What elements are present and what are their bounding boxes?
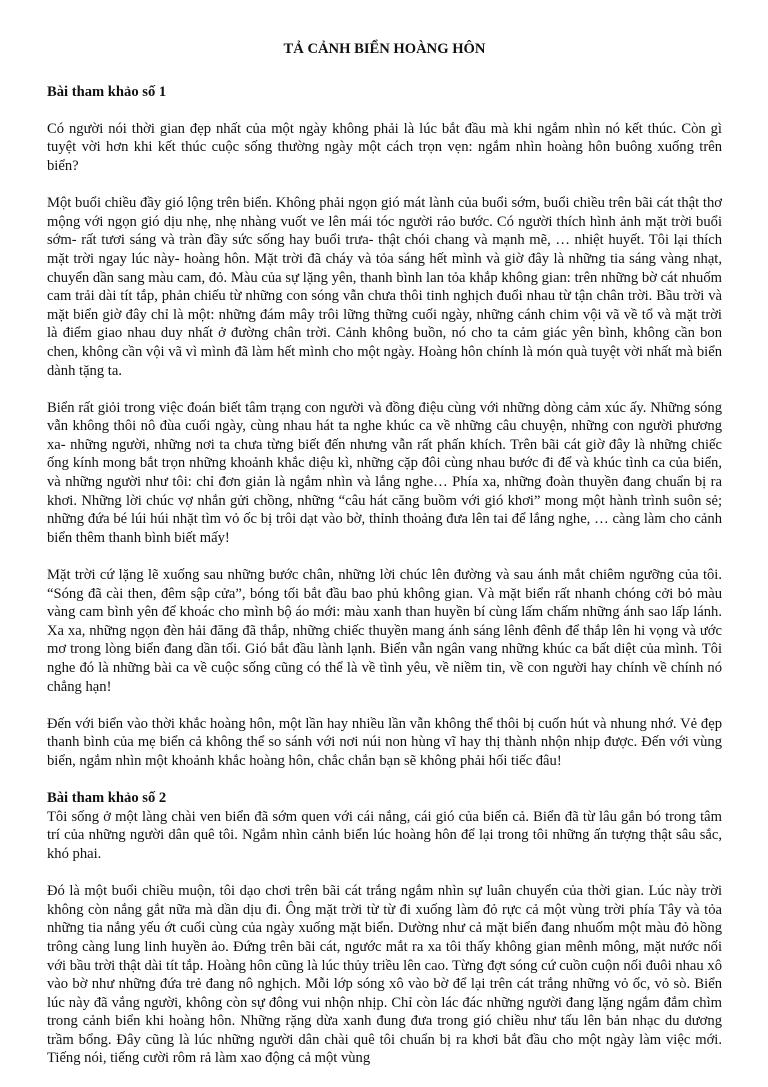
paragraph-2-1: Tôi sống ở một làng chài ven biển đã sớm quen với cái nắng, cái gió của biển cả. Biển đã từ lâu gắn bó trong tâm trí của những người dân quê tôi. Ngắm nhìn cảnh biển lúc hoàng hôn để lại trong tôi những ấn tượng thật sâu sắc, khó phai. [47, 808, 722, 862]
document-title: TẢ CẢNH BIỂN HOÀNG HÔN [283, 41, 486, 57]
paragraph-1-4: Mặt trời cứ lặng lẽ xuống sau những bước chân, những lời chúc lên đường và sau ánh mắt chiêm ngưỡng của tôi. “Sóng đã cài then, đêm sập cửa”, bóng tối bắt đầu bao phủ không gian. Và mặt biển rất nhanh chóng cởi bỏ màu vàng cam bình yên để khoác cho mình bộ áo mới: màu xanh than huyền bí cùng lấm chấm những ánh sao lấp lánh. Xa xa, những ngọn đèn hải đăng đã thắp, những chiếc thuyền mang ánh sáng lênh đênh để thắp lên hi vọng và ước mơ trong lòng biển đang dần tối. Gió bắt đầu lành lạnh. Biển vẫn ngân vang những khúc ca bất diệt của mình. Tôi nghe đó là những bài ca về cuộc sống cũng có thể là về tình yêu, về niềm tin, về con người hay chính về chính nó chẳng hạn! [47, 567, 722, 695]
paragraph-1-5: Đến với biển vào thời khắc hoàng hôn, một lần hay nhiều lần vẫn không thể thôi bị cuốn hút và nhung nhớ. Vẻ đẹp thanh bình của mẹ biển cả không thể so sánh với nơi núi non hùng vĩ hay thị thành nhộn nhịp được. Đến với vùng biển, ngắm nhìn một khoảnh khắc hoàng hôn, chắc chắn bạn sẽ không phải hối tiếc đâu! [47, 715, 722, 769]
section-heading-1: Bài tham khảo số 1 [47, 83, 167, 100]
section-heading-2: Bài tham khảo số 2 [47, 790, 167, 807]
paragraph-1-1: Có người nói thời gian đẹp nhất của một ngày không phải là lúc bắt đầu mà khi ngắm nhìn nó kết thúc. Còn gì tuyệt vời hơn khi kết thúc cuộc sống thường ngày một cách trọn vẹn: ngắm nhìn hoàng hôn buông xuống trên biển? [47, 120, 722, 174]
paragraph-1-3: Biển rất giỏi trong việc đoán biết tâm trạng con người và đồng điệu cùng với những dòng cảm xúc ấy. Những sóng vẫn không thôi nô đùa cuối ngày, cùng nhau hát ta nghe khúc ca về những câu chuyện, những con người phương xa- những người, những nơi ta chưa từng biết đến nhưng vẫn rất phấn khích. Trên bãi cát giờ đây là những chiếc ống kính mong bắt trọn những khoảnh khắc diệu kì, những cặp đôi cùng nhau bước đi để và khúc tình ca của biển, và những người như tôi: chỉ đơn giản là ngắm nhìn và lắng nghe… Phía xa, những đoàn thuyền đang chuẩn bị ra khơi. Những lời chúc vợ nhắn gửi chồng, những “câu hát căng buồm với gió khơi” mong một hành trình suôn sẻ; những đứa bé lúi húi nhặt tìm vỏ ốc bị trôi dạt vào bờ, thỉnh thoảng đưa lên tai để lắng nghe, … càng làm cho cảnh biển thêm thanh bình biết mấy! [47, 399, 722, 546]
paragraph-2-2: Đó là một buổi chiều muộn, tôi dạo chơi trên bãi cát trắng ngắm nhìn sự luân chuyển của thời gian. Lúc này trời không còn nắng gắt nữa mà dần dịu đi. Ông mặt trời từ từ đi xuống làm đỏ rực cả một vùng trời phía Tây và tỏa những tia nắng yếu ớt cuối cùng của ngày xuống mặt biển. Dường như cả mặt biển đang nhuốm một màu đỏ hồng trông càng lung linh huyền ảo. Đứng trên bãi cát, ngước mắt ra xa tôi thấy không gian mênh mông, mặt nước nối với bầu trời thật dài tít tắp. Hoàng hôn cũng là lúc thủy triều lên cao. Từng đợt sóng cứ cuồn cuộn nối đuôi nhau xô vào bờ như những đứa trẻ đang nô nghịch. Mỗi lớp sóng xô vào bờ để lại trên cát trắng những vỏ ốc, vỏ sò. Biển lúc này đã vắng người, không còn sự đông vui nhộn nhịp. Chỉ còn lác đác những người đang lặng ngắm đắm chìm trong cảnh biển khi hoàng hôn. Những rặng dừa xanh đung đưa trong gió chiều như tấu lên bản nhạc du dương trầm bổng. Đây cũng là lúc những người dân chài quê tôi chuẩn bị ra khơi bắt đầu cho một ngày làm việc mới. Tiếng nói, tiếng cười rôm rả làm xao động cả một vùng [47, 883, 722, 1067]
document-page [47, 34, 722, 1087]
paragraph-1-2: Một buổi chiều đầy gió lộng trên biển. Không phải ngọn gió mát lành của buổi sớm, buổi chiều trên bãi cát thật thơ mộng với ngọn gió dịu nhẹ, nhẹ nhàng vuốt ve lên mái tóc người rảo bước. Có người thích hình ảnh mặt trời buổi sớm- rất tươi sáng và tràn đầy sức sống hay buổi trưa- thật chói chang và mạnh mẽ, … nhiệt huyết. Tôi lại thích mặt trời ngay lúc này- hoàng hôn. Mặt trời đã cháy và tỏa sáng hết mình và giờ đây là những tia sáng vàng nhạt, chuyển dần sang màu cam, đỏ. Màu của sự lặng yên, thanh bình lan tỏa khắp không gian: trên những bờ cát nhuốm cam trải dài tít tắp, phản chiếu từ những con sóng vẫn chưa thôi tinh nghịch đuổi nhau từ tận chân trời. Bầu trời và mặt biển giờ đây chỉ là một: những đám mây trôi lững thững cuối ngày, những cánh chim vội vã về tổ và mặt trời là điểm giao nhau duy nhất ở đường chân trời. Cảnh không buồn, nó cho ta cảm giác yên bình, không cần bon chen, không cần vội vã vì mình đã làm hết mình cho một ngày. Hoàng hôn chính là món quà tuyệt vời nhất mà biển dành tặng ta. [47, 195, 722, 379]
